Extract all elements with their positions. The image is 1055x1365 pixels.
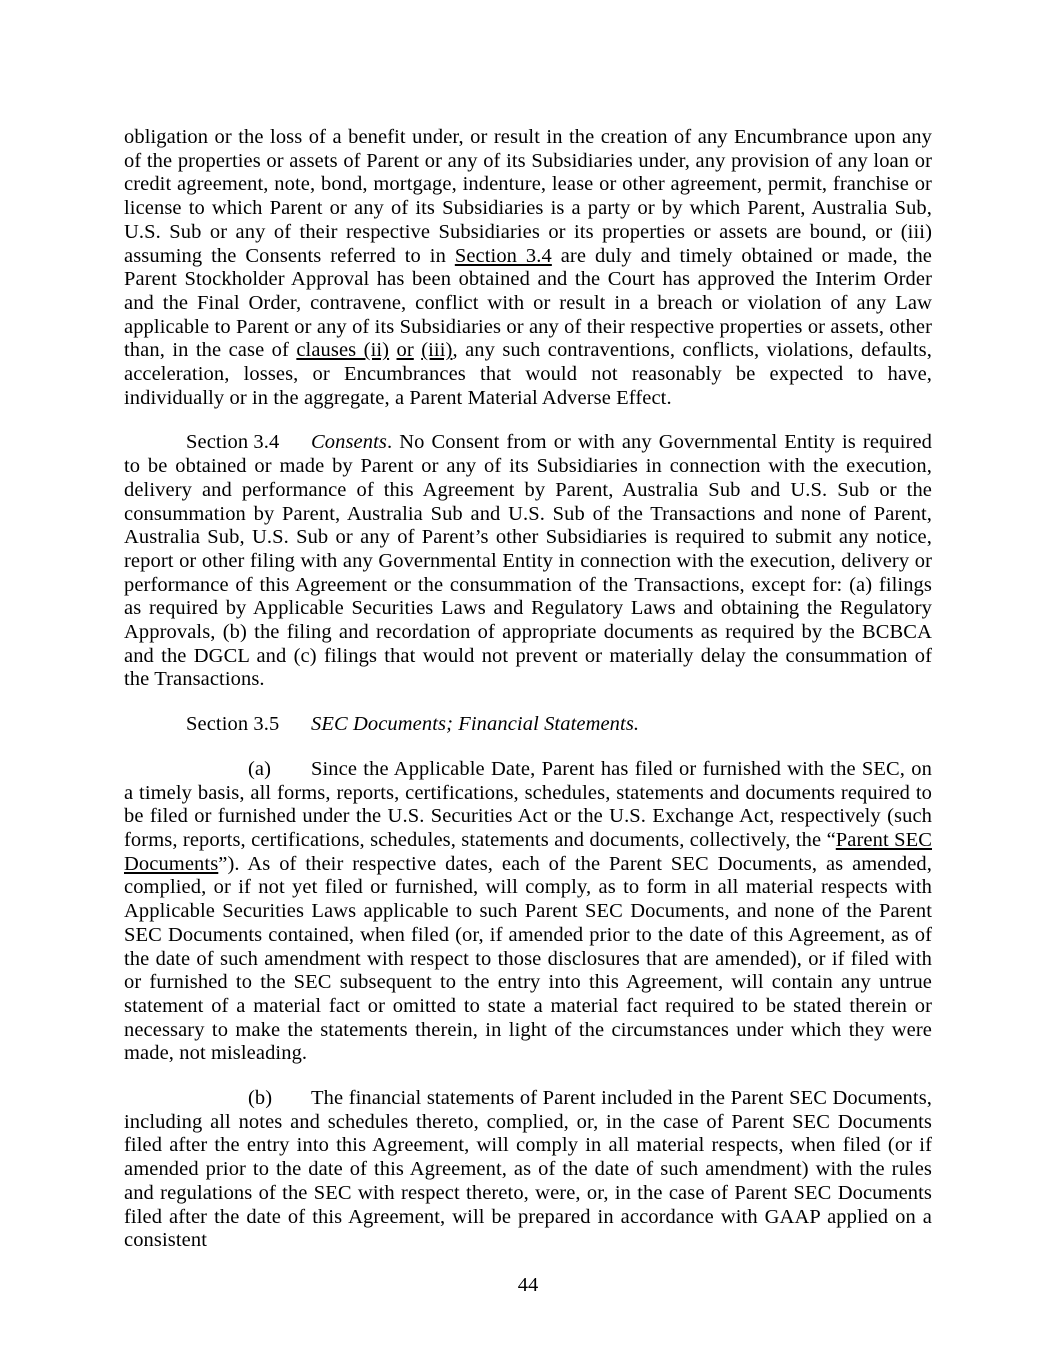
paragraph-a-text: Since the Applicable Date, Parent has filed or furnished with the SEC, on a timely basis, all forms, reports, certifications, schedules, statements and documents required to be filed or furnished under the U.S. Securities Act or the U.S. Exchange Act, respectively (such forms, reports, certifications, schedules, statements and documents, collectively, the “Parent SEC Documents”). As of their respective dates, each of the Parent SEC Documents, as amended, complied, or if not yet filed or furnished, will comply, as to form in all material respects with Applicable Securities Laws applicable to such Parent SEC Documents, and none of the Parent SEC Documents contained, when filed (or, if amended prior to the date of this Agreement, as of the date of such amendment with respect to those disclosures that are amended), or if filed with or furnished to the SEC subsequent to the entry into this Agreement, will contain any untrue statement of a material fact or omitted to state a material fact required to be stated therein or necessary to make the statements therein, in light of the circumstances under which they were made, not misleading.: [124, 757, 932, 1065]
section-3-4-label: Section 3.4: [186, 431, 280, 454]
paragraph-continuation: obligation or the loss of a benefit under, or result in the creation of any Encumbrance upon any of the properties or assets of Parent or any of its Subsidiaries under, any provision of any loan or credit agreement, note, bond, mortgage, indenture, lease or other agreement, permit, franchise or license to which Parent or any of its Subsidiaries is a party or by which Parent, Australia Sub, U.S. Sub or any of their respective Subsidiaries or its properties or assets are bound, or (iii) assuming the Consents referred to in Section 3.4 are duly and timely obtained or made, the Parent Stockholder Approval has been obtained and the Court has approved the Interim Order and the Final Order, contravene, conflict with or result in a breach or violation of any Law applicable to Parent or any of its Subsidiaries or any of their respective properties or assets, other than, in the case of clauses (ii) or (iii), any such contraventions, conflicts, violations, defaults, acceleration, losses, or Encumbrances that would not reasonably be expected to have, individually or in the aggregate, a Parent Material Adverse Effect.: [124, 126, 933, 409]
paragraph-b-label: (b): [248, 1087, 273, 1110]
page-number: 44: [517, 1273, 539, 1296]
paragraph-a-label: (a): [248, 757, 272, 780]
section-3-5-label: Section 3.5: [186, 713, 280, 736]
paragraph-a: [124, 758, 932, 1066]
section-3-5-title: SEC Documents; Financial Statements.: [311, 713, 640, 736]
paragraph-b: [124, 1087, 932, 1253]
section-3-4-text: Consents. No Consent from or with any Governmental Entity is required to be obtained or made by Parent or any of its Subsidiaries in connection with the execution, delivery and performance of this Agreement by Parent, Australia Sub and U.S. Sub or the consummation by Parent, Australia Sub and U.S. Sub of the Transactions and none of Parent, Australia Sub, U.S. Sub or any of Parent’s other Subsidiaries is required to submit any notice, report or other filing with any Governmental Entity in connection with the execution, delivery or performance of this Agreement or the consummation of the Transactions, except for: (a) filings as required by Applicable Securities Laws and Regulatory Laws and obtaining the Regulatory Approvals, (b) the filing and recordation of appropriate documents as required by the BCBCA and the DGCL and (c) filings that would not prevent or materially delay the consummation of the Transactions.: [124, 431, 932, 691]
section-3-4-paragraph: [124, 431, 932, 692]
paragraph-b-text: The financial statements of Parent included in the Parent SEC Documents, including all notes and schedules thereto, complied, or, in the case of Parent SEC Documents filed after the entry into this Agreement, will comply in all material respects, when filed (or if amended prior to the date of this Agreement, as of the date of such amendment) with the rules and regulations of the SEC with respect thereto, were, or, in the case of Parent SEC Documents filed after the date of this Agreement, will be prepared in accordance with GAAP applied on a consistent: [124, 1087, 932, 1252]
section-3-5-heading: [124, 713, 932, 737]
